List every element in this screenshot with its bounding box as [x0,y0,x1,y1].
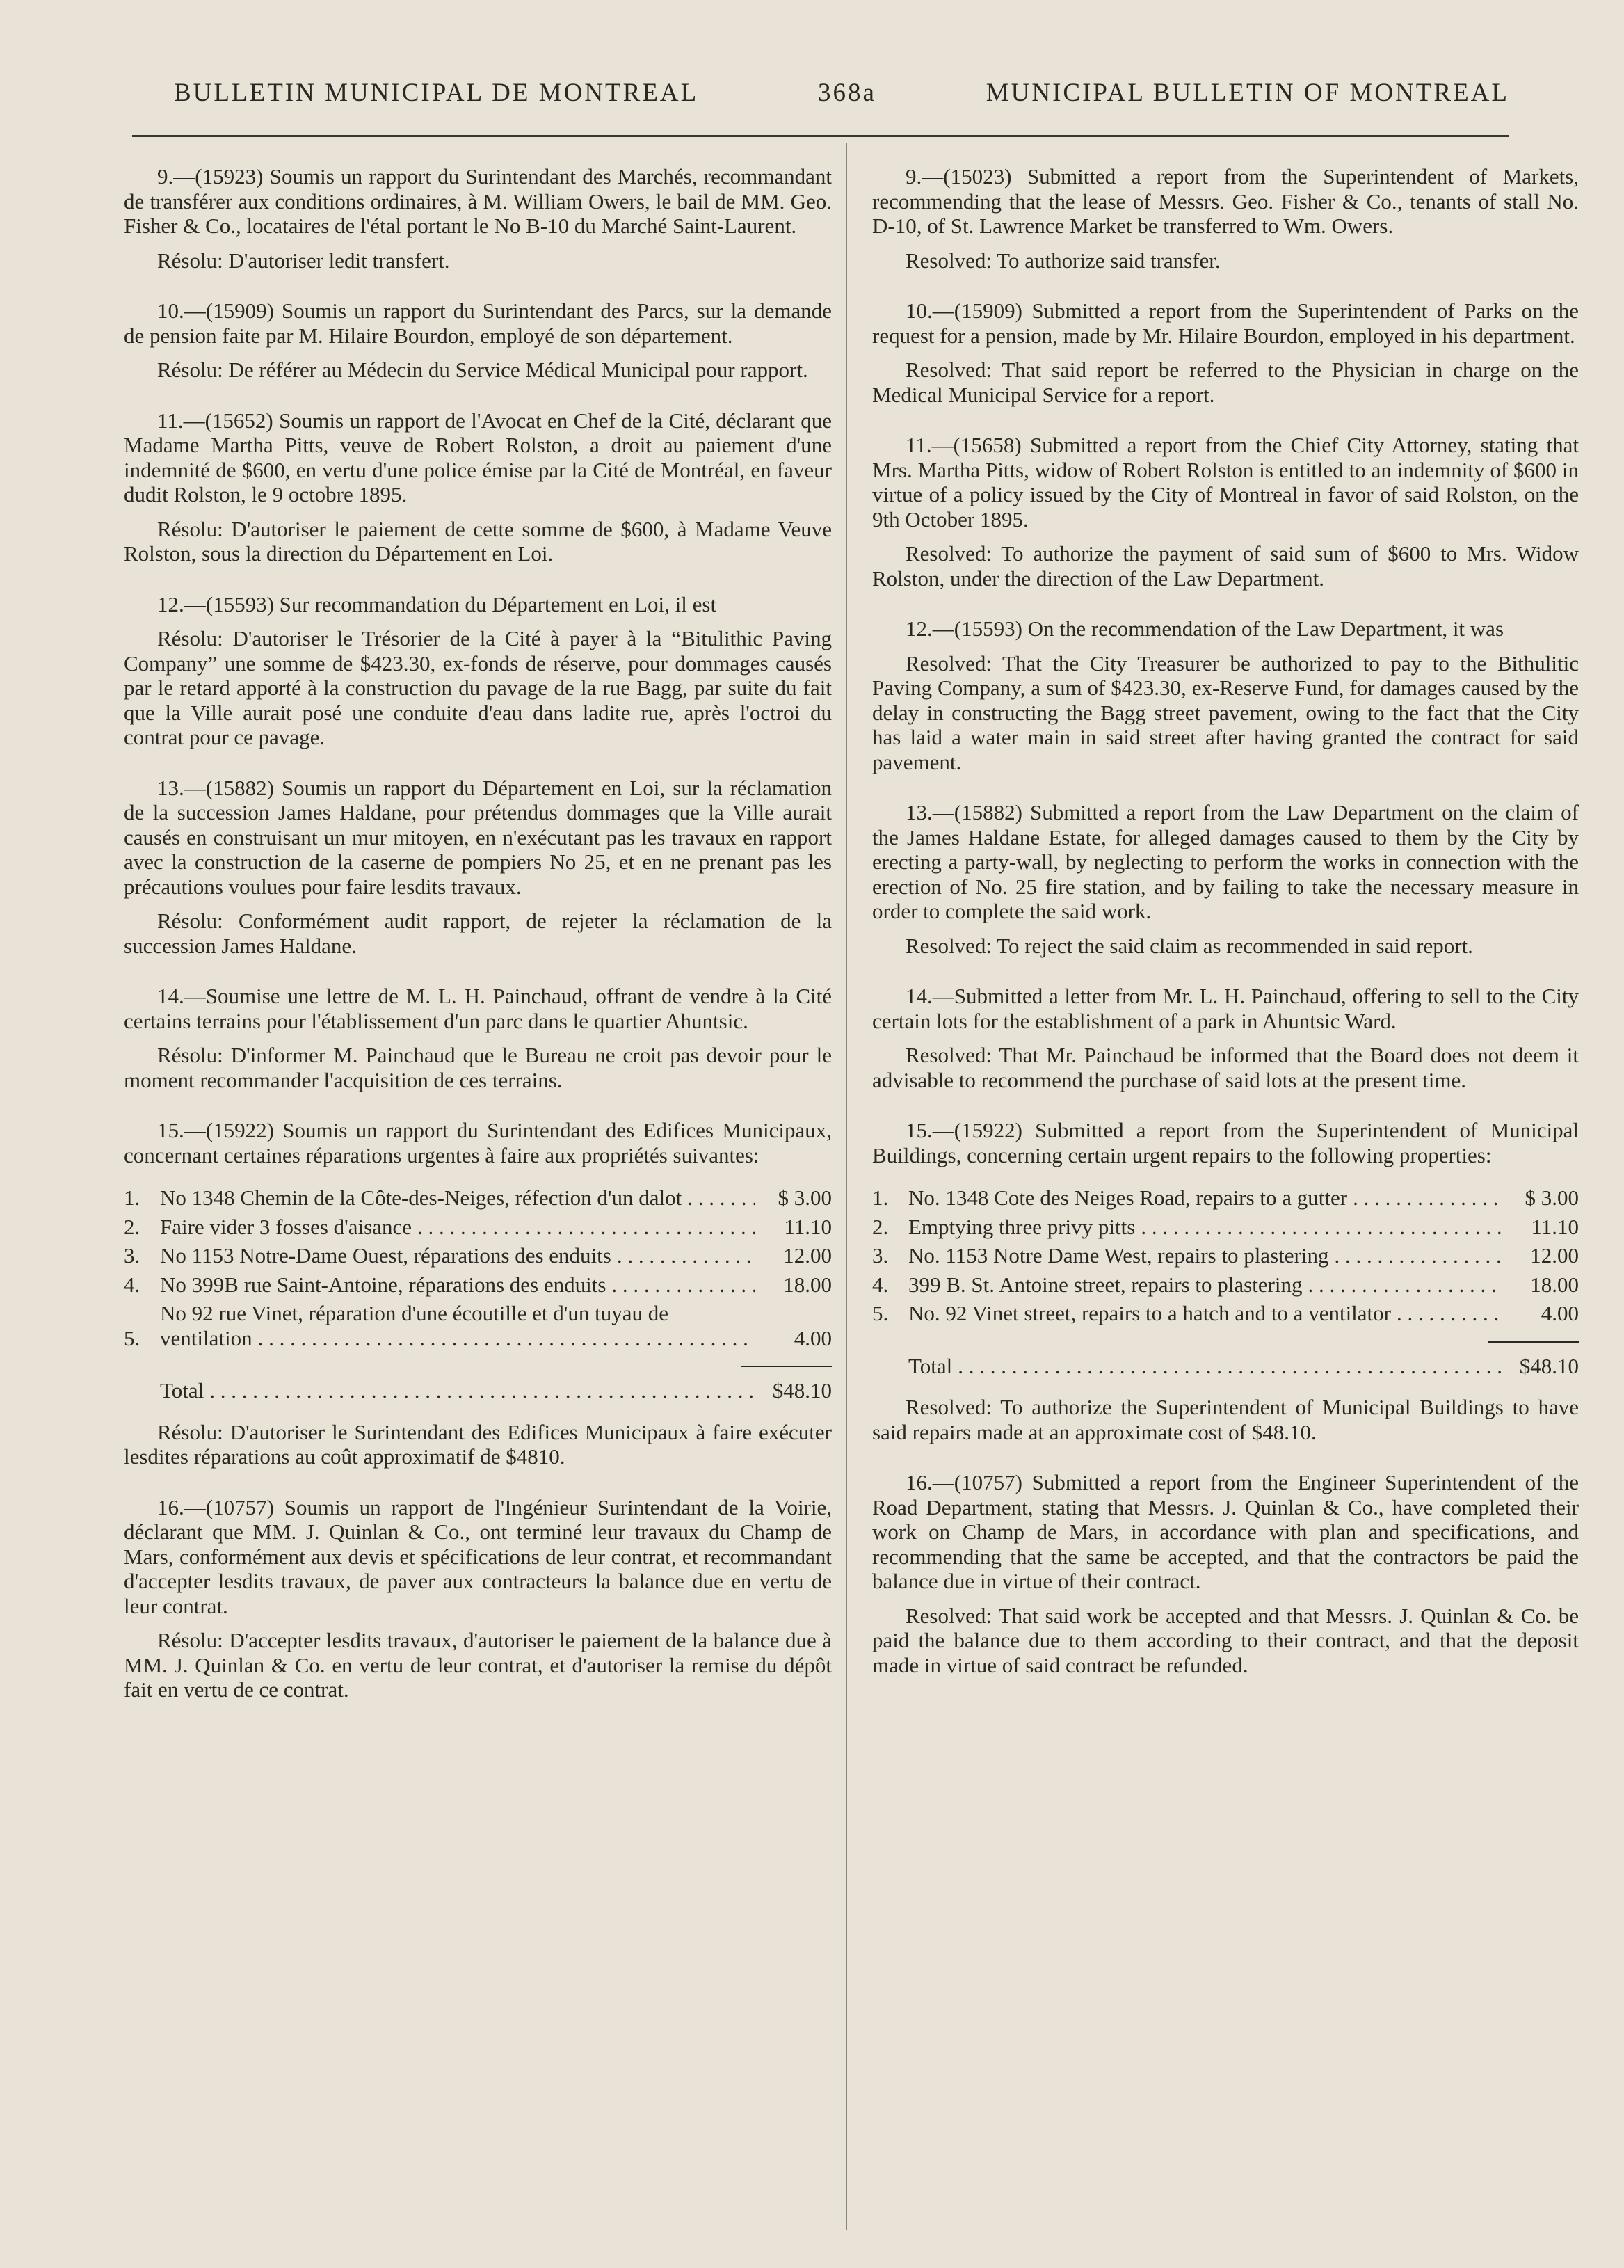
header-rule [132,135,1509,137]
french-item-16 [124,1495,832,1702]
french-item-13 [124,776,832,959]
french-column [124,164,832,1728]
repairs-total [872,1354,1579,1379]
repair-description: No 1153 Notre-Dame Ouest, réparations des enduits . . . [160,1243,755,1268]
repair-amount: 11.10 [784,1214,832,1239]
repair-description: No. 1153 Notre Dame West, repairs to plastering . . . [908,1243,1502,1268]
english-item-16 [872,1470,1579,1677]
repairs-list [872,1185,1579,1378]
repair-amount: 12.00 [1530,1243,1579,1268]
french-item-9 [124,164,832,273]
resolution-text: Resolved: That the City Treasurer be authorized to pay to the Bithulitic Paving Company, a sum of $423.30, ex-Reserve Fund, for damages caused by the delay in constructing the Bagg street pavement, owing to the fact that the City has laid a water main in said street after having granted the contract for said pavement. [872,650,1579,774]
repair-number: 1. [124,1185,140,1210]
repair-description: No 399B rue Saint-Antoine, réparations des enduits . . . [160,1272,755,1297]
resolution-text: Résolu: D'autoriser ledit transfert. [157,248,450,273]
list-item [872,1185,1579,1211]
item-text: 9.—(15923) Soumis un rapport du Surintendant des Marchés, recommandant de transférer aux conditions ordinaires, à M. William Owers, le bail de MM. Geo. Fisher & Co., locataires de l'étal portant le No B-10 du Marché Saint-Laurent. [124,164,832,238]
repair-number: 4. [872,1272,889,1297]
total-amount: $48.10 [772,1378,832,1403]
french-item-14 [124,984,832,1092]
total-label: Total . . . [908,1354,1502,1379]
list-item [872,1215,1579,1240]
list-item [872,1243,1579,1268]
repair-amount: 11.10 [1531,1214,1579,1239]
resolution-text: Resolved: That said report be referred to the Physician in charge on the Medical Municipal Service for a report. [872,358,1579,407]
english-item-12 [872,616,1579,774]
list-item [124,1215,832,1240]
item-text: 10.—(15909) Submitted a report from the Superintendent of Parks on the request for a pension, made by Mr. Hilaire Bourdon, employed in his department. [872,298,1579,348]
repair-number: 5. [872,1301,889,1325]
repair-number: 2. [872,1214,889,1239]
item-text: 9.—(15023) Submitted a report from the Superintendent of Markets, recommending that the lease of Messrs. Geo. Fisher & Co., tenants of stall No. D-10, of St. Lawrence Market be transferred to Wm. Owers. [872,164,1579,238]
item-text: 15.—(15922) Submitted a report from the Superintendent of Municipal Buildings, concerning certain urgent repairs to the following properties: [872,1118,1579,1167]
resolution-text: Resolved: To authorize the payment of said sum of $600 to Mrs. Widow Rolston, under the direction of the Law Department. [872,541,1579,591]
repair-amount: 12.00 [783,1243,832,1268]
resolution-text: Résolu: D'accepter lesdits travaux, d'autoriser le paiement de la balance due à MM. J. Quinlan & Co. en vertu de leur contrat, et d'autoriser la remise du dépôt fait en vertu de ce contrat. [124,1628,832,1702]
column-divider [846,143,847,2230]
french-item-15 [124,1118,832,1469]
repairs-list [124,1185,832,1403]
item-text: 13.—(15882) Soumis un rapport du Département en Loi, sur la réclamation de la succession James Haldane, pour prétendus dommages que la Ville aurait causés en construisant un mur mitoyen, en n'exécutant pas les travaux en rapport avec la construction de la caserne de pompiers No 25, et en ne prenant pas les précautions voulues pour faire lesdits travaux. [124,775,832,899]
repair-number: 3. [872,1243,889,1268]
list-item [872,1301,1579,1326]
resolution-text: Résolu: D'autoriser le paiement de cette somme de $600, à Madame Veuve Rolston, sous la direction du Département en Loi. [124,516,832,566]
repair-number: 1. [872,1185,889,1210]
english-item-10 [872,298,1579,407]
french-item-10 [124,298,832,383]
list-item [124,1301,832,1350]
english-item-9 [872,164,1579,273]
repairs-total [124,1378,832,1403]
total-label: Total . . . [160,1378,755,1403]
total-rule [1488,1341,1579,1343]
resolution-text: Résolu: D'autoriser le Surintendant des Edifices Municipaux à faire exécuter lesdites réparations au coût approximatif de $4810. [124,1419,832,1469]
repair-amount: 18.00 [1530,1272,1579,1297]
repair-number: 4. [124,1272,140,1297]
repair-description: No 1348 Chemin de la Côte-des-Neiges, réfection d'un dalot . . . [160,1185,755,1211]
resolution-text: Resolved: That said work be accepted and that Messrs. J. Quinlan & Co. be paid the balance due to them according to their contract, and that the deposit made in virtue of said contract be refunded. [872,1603,1579,1677]
repair-description: Emptying three privy pitts . . . [908,1215,1502,1240]
resolution-text: Resolved: To authorize the Superintendent of Municipal Buildings to have said repairs made at an approximate cost of $48.10. [872,1395,1579,1444]
item-text: 11.—(15658) Submitted a report from the Chief City Attorney, stating that Mrs. Martha Pitts, widow of Robert Rolston is entitled to an indemnity of $600 in virtue of a policy issued by the City of Montreal in favor of said Rolston, on the 9th October 1895. [872,433,1579,532]
item-text: 16.—(10757) Submitted a report from the Engineer Superintendent of the Road Department, stating that Messrs. J. Quinlan & Co., have completed their work on Champ de Mars, in accordance with plan and specifications, and recommending that the same be accepted, and that the contractors be paid the balance due in virtue of their contract. [872,1470,1579,1593]
item-text: 14.—Soumise une lettre de M. L. H. Painchaud, offrant de vendre à la Cité certains terrains pour l'établissement d'un parc dans le quartier Ahuntsic. [124,984,832,1033]
list-item [872,1272,1579,1297]
repair-amount: 4.00 [1541,1301,1579,1325]
resolution-text: Résolu: De référer au Médecin du Service Médical Municipal pour rapport. [157,358,808,382]
page-header [132,78,1509,127]
item-text: 13.—(15882) Submitted a report from the Law Department on the claim of the James Haldane Estate, for alleged damages caused to them by the City by erecting a party-wall, by neglecting to perform the works in connection with the erection of No. 25 fire station, and by failing to take the necessary measure in order to complete the said work. [872,800,1579,923]
list-item [124,1272,832,1297]
item-text: 15.—(15922) Soumis un rapport du Surintendant des Edifices Municipaux, concernant certaines réparations urgentes à faire aux propriétés suivantes: [124,1118,832,1167]
item-text: 12.—(15593) On the recommendation of the Law Department, it was [906,616,1504,641]
resolution-text: Résolu: D'informer M. Painchaud que le Bureau ne croit pas devoir pour le moment recommander l'acquisition de ces terrains. [124,1043,832,1092]
french-item-12 [124,592,832,750]
header-french-title: BULLETIN MUNICIPAL DE MONTREAL [174,79,699,107]
resolution-text: Résolu: Conformément audit rapport, de rejeter la réclamation de la succession James Haldane. [124,909,832,958]
item-text: 16.—(10757) Soumis un rapport de l'Ingénieur Surintendant de la Voirie, déclarant que MM. J. Quinlan & Co., ont terminé leur travaux du Champ de Mars, conformément aux devis et spécifications de leur contrat, et recommandant d'accepter lesdits travaux, de paver aux contracteurs la balance due en vertu de leur contrat. [124,1494,832,1618]
repair-number: 3. [124,1243,140,1268]
resolution-text: Resolved: To reject the said claim as recommended in said report. [906,933,1473,958]
total-rule [741,1366,832,1367]
repair-amount: $ 3.00 [778,1185,832,1210]
french-item-11 [124,408,832,566]
repair-description: No. 1348 Cote des Neiges Road, repairs to a gutter . . . [908,1185,1502,1211]
repair-description: Faire vider 3 fosses d'aisance . . . [160,1215,755,1240]
english-item-11 [872,433,1579,591]
english-item-14 [872,984,1579,1092]
repair-amount: 4.00 [794,1325,832,1350]
repair-amount: $ 3.00 [1525,1185,1579,1210]
page-number: 368a [818,79,876,107]
repair-description: No. 92 Vinet street, repairs to a hatch and to a ventilator . . . [908,1301,1502,1326]
repair-description: No 92 rue Vinet, réparation d'une écoutille et d'un tuyau de ventilation . . . [160,1301,755,1350]
list-item [124,1243,832,1268]
item-text: 11.—(15652) Soumis un rapport de l'Avocat en Chef de la Cité, déclarant que Madame Martha Pitts, veuve de Robert Rolston, a droit au paiement d'une indemnité de $600, en vertu d'une police émise par la Cité de Montréal, en faveur dudit Rolston, le 9 octobre 1895. [124,408,832,506]
repair-number: 5. [124,1325,140,1350]
header-english-title: MUNICIPAL BULLETIN OF MONTREAL [986,79,1509,107]
repair-amount: 18.00 [783,1272,832,1297]
resolution-text: Resolved: To authorize said transfer. [906,248,1221,273]
total-amount: $48.10 [1519,1353,1579,1378]
english-item-13 [872,800,1579,958]
item-text: 12.—(15593) Sur recommandation du Département en Loi, il est [157,591,717,616]
repair-description: 399 B. St. Antoine street, repairs to plastering . . . [908,1272,1502,1297]
resolution-text: Résolu: D'autoriser le Trésorier de la Cité à payer à la “Bitulithic Paving Company” une somme de $423.30, ex-fonds de réserve, pour dommages causés par le retard apporté à la construction du pavage de la rue Bagg, par suite du fait que la Ville aurait posé une conduite d'eau dans ladite rue, après l'octroi du contrat pour ce pavage. [124,626,832,749]
list-item [124,1185,832,1211]
english-item-15 [872,1118,1579,1444]
item-text: 14.—Submitted a letter from Mr. L. H. Painchaud, offering to sell to the City certain lots for the establishment of a park in Ahuntsic Ward. [872,984,1579,1033]
resolution-text: Resolved: That Mr. Painchaud be informed that the Board does not deem it advisable to recommend the purchase of said lots at the present time. [872,1043,1579,1092]
english-column [872,164,1579,1703]
repair-number: 2. [124,1214,140,1239]
item-text: 10.—(15909) Soumis un rapport du Surintendant des Parcs, sur la demande de pension faite par M. Hilaire Bourdon, employé de son département. [124,298,832,348]
